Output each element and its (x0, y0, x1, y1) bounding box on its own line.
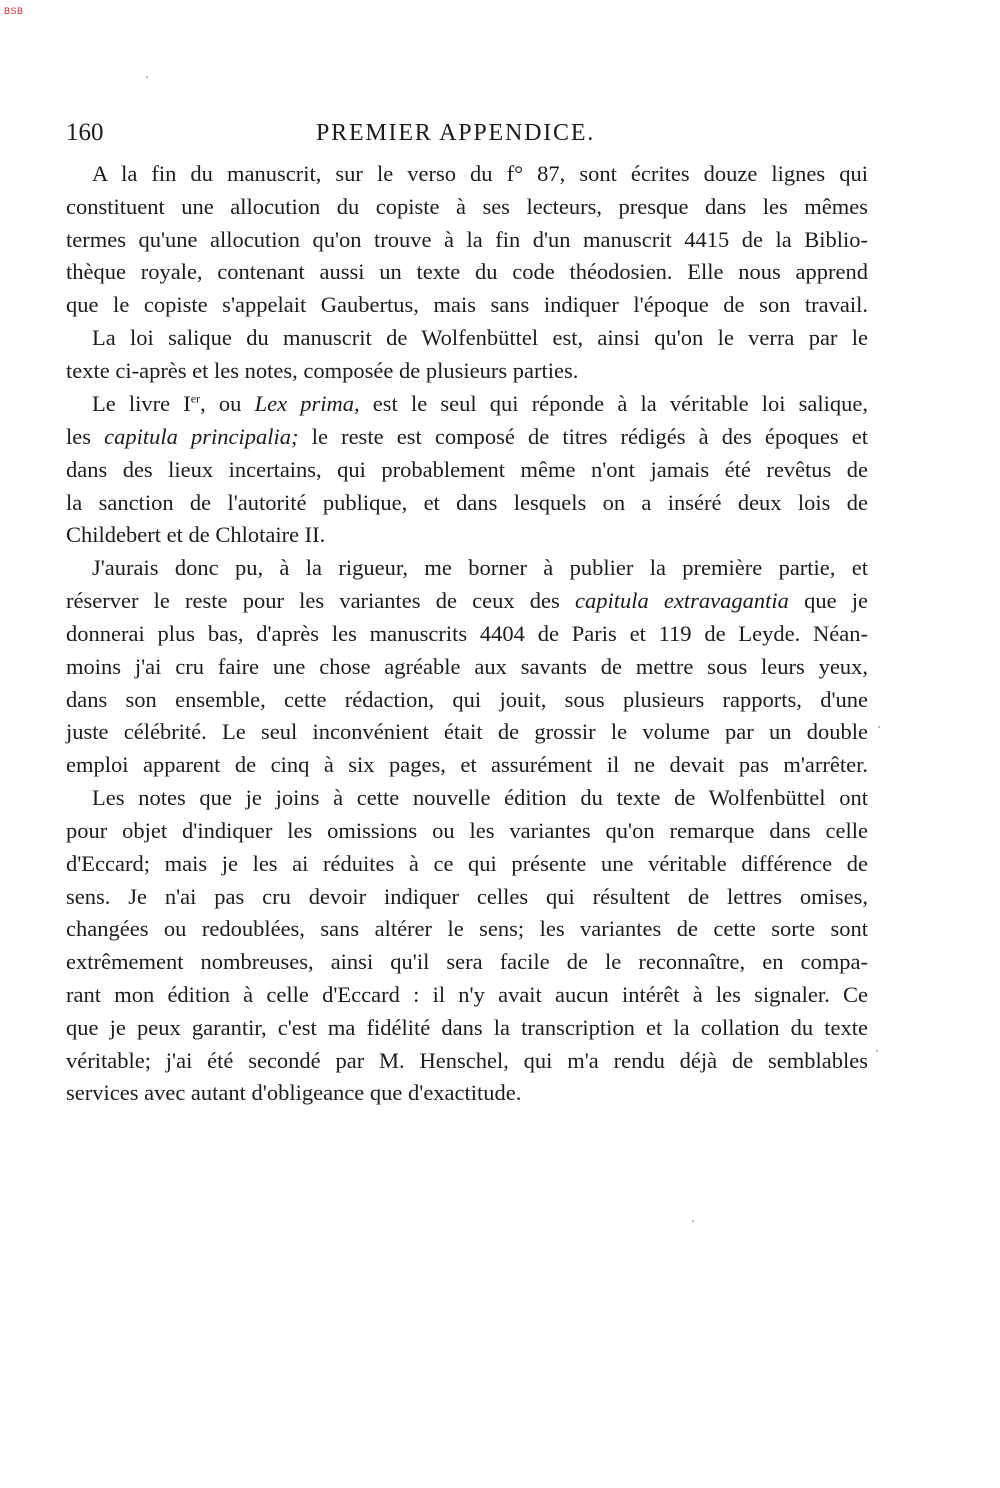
text-line: extrêmement nombreuses, ainsi qu'il sera facile de le reconnaître, en compa- (66, 949, 868, 974)
page-number: 160 (66, 119, 104, 146)
text-line: pour objet d'indiquer les omissions ou les variantes qu'on remarque dans celle (66, 818, 868, 843)
text-line: texte ci-après et les notes, composée de plusieurs parties. (66, 358, 579, 383)
text-run: Le livre I (92, 391, 191, 416)
paper-speck (876, 1050, 878, 1052)
text-run: que je (788, 588, 868, 613)
text-line: Childebert et de Chlotaire II. (66, 522, 326, 547)
text-run: , est le seul qui réponde à la véritable loi salique, (354, 391, 869, 416)
text-line: services avec autant d'obligeance que d'exactitude. (66, 1080, 522, 1105)
text-line: véritable; j'ai été secondé par M. Henschel, qui m'a rendu déjà de semblables (66, 1048, 868, 1073)
text-line (66, 421, 868, 453)
paper-speck (692, 1220, 694, 1222)
text-line: emploi apparent de cinq à six pages, et assurément il ne devait pas m'arrêter. (66, 752, 868, 777)
running-head: PREMIER APPENDICE. (316, 120, 596, 146)
text-line (66, 585, 868, 617)
text-run: les (66, 424, 105, 449)
superscript: er (190, 391, 201, 406)
text-line: J'aurais donc pu, à la rigueur, me borner à publier la première partie, et (92, 555, 868, 580)
text-line: Les notes que je joins à cette nouvelle édition du texte de Wolfenbüttel ont (92, 785, 868, 810)
text-line: la sanction de l'autorité publique, et dans lesquels on a inséré deux lois de (66, 490, 868, 515)
text-line: que le copiste s'appelait Gaubertus, mais sans indiquer l'époque de son travail. (66, 292, 868, 317)
text-line: A la fin du manuscrit, sur le verso du f° 87, sont écrites douze lignes qui (92, 161, 868, 186)
italic-run: capitula extravagantia (574, 588, 789, 613)
text-line: dans des lieux incertains, qui probablement même n'ont jamais été revêtus de (66, 457, 868, 482)
italic-run: capitula principalia; (104, 424, 299, 449)
text-line: La loi salique du manuscrit de Wolfenbüttel est, ainsi qu'on le verra par le (92, 325, 868, 350)
page-header (66, 118, 872, 150)
paper-speck (878, 726, 880, 728)
text-line: donnerai plus bas, d'après les manuscrits 4404 de Paris et 119 de Leyde. Néan- (66, 621, 868, 646)
paper-speck (146, 76, 148, 78)
library-watermark: BSB (4, 6, 24, 16)
text-line: termes qu'une allocution qu'on trouve à la fin d'un manuscrit 4415 de la Biblio- (66, 227, 868, 252)
text-line: constituent une allocution du copiste à ses lecteurs, presque dans les mêmes (66, 194, 868, 219)
text-line: juste célébrité. Le seul inconvénient était de grossir le volume par un double (66, 719, 868, 744)
text-line: thèque royale, contenant aussi un texte du code théodosien. Elle nous apprend (66, 259, 868, 284)
text-run: , ou (200, 391, 255, 416)
text-line: dans son ensemble, cette rédaction, qui jouit, sous plusieurs rapports, d'une (66, 687, 868, 712)
text-line (66, 388, 868, 420)
text-line: sens. Je n'ai pas cru devoir indiquer celles qui résultent de lettres omises, (66, 884, 868, 909)
text-run: réserver le reste pour les variantes de ceux des (66, 588, 575, 613)
text-run: le reste est composé de titres rédigés à des époques et (298, 424, 869, 449)
text-line: moins j'ai cru faire une chose agréable aux savants de mettre sous leurs yeux, (66, 654, 868, 679)
text-line: que je peux garantir, c'est ma fidélité dans la transcription et la collation du texte (66, 1015, 868, 1040)
text-line: d'Eccard; mais je les ai réduites à ce qui présente une véritable différence de (66, 851, 868, 876)
italic-run: Lex prima (254, 391, 355, 416)
text-line: changées ou redoublées, sans altérer le sens; les variantes de cette sorte sont (66, 916, 868, 941)
text-line: rant mon édition à celle d'Eccard : il n'y avait aucun intérêt à les signaler. Ce (66, 982, 868, 1007)
